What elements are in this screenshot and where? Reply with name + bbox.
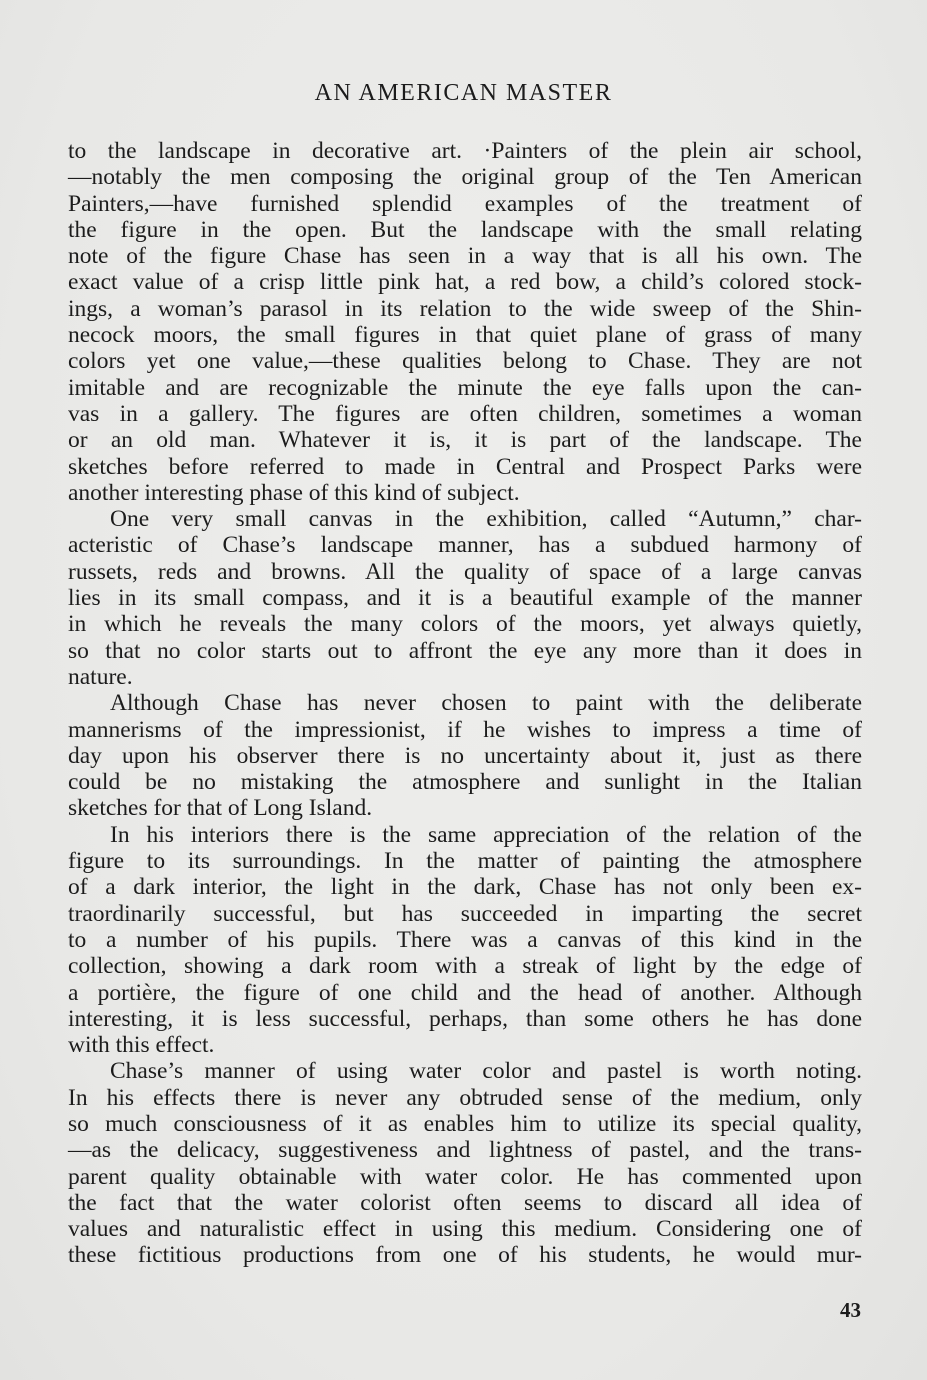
text-line: mannerisms of the impressionist, if he wishes to impress a time of (68, 716, 862, 743)
running-head: AN AMERICAN MASTER (314, 80, 613, 106)
text-line: the figure in the open. But the landscape with the small relating (68, 216, 862, 243)
text-line: sketches before referred to made in Central and Prospect Parks were (68, 453, 862, 480)
text-line: In his interiors there is the same appreciation of the relation of the (110, 821, 862, 848)
text-line: the fact that the water colorist often seems to discard all idea of (68, 1189, 862, 1216)
text-line: colors yet one value,—these qualities belong to Chase. They are not (68, 348, 862, 375)
text-line: with this effect. (68, 1032, 215, 1059)
text-line: parent quality obtainable with water color. He has commented upon (68, 1163, 862, 1190)
text-line: In his effects there is never any obtruded sense of the medium, only (68, 1084, 862, 1111)
text-line: these fictitious productions from one of his students, he would mur- (68, 1242, 862, 1269)
text-line: lies in its small compass, and it is a beautiful example of the manner (68, 585, 862, 612)
text-line: to a number of his pupils. There was a canvas of this kind in the (68, 926, 862, 953)
text-line: figure to its surroundings. In the matter of painting the atmosphere (68, 848, 862, 875)
text-line: day upon his observer there is no uncertainty about it, just as there (68, 742, 862, 769)
page-number: 43 (840, 1298, 861, 1322)
text-line: in which he reveals the many colors of the moors, yet always quietly, (68, 611, 862, 638)
body-text (68, 138, 862, 1269)
text-line: nature. (68, 663, 133, 690)
text-line: note of the figure Chase has seen in a way that is all his own. The (68, 243, 862, 270)
text-line: collection, showing a dark room with a streak of light by the edge of (68, 953, 862, 980)
text-line: to the landscape in decorative art. ·Painters of the plein air school, (68, 138, 862, 164)
text-line: Although Chase has never chosen to paint with the deliberate (110, 690, 862, 717)
text-line: vas in a gallery. The figures are often children, sometimes a woman (68, 400, 862, 427)
text-line: values and naturalistic effect in using this medium. Considering one of (68, 1216, 862, 1243)
text-line: a portière, the figure of one child and the head of another. Although (68, 979, 862, 1006)
text-line: necock moors, the small figures in that quiet plane of grass of many (68, 322, 862, 349)
text-line: One very small canvas in the exhibition, called “Autumn,” char- (110, 506, 862, 533)
text-line: —as the delicacy, suggestiveness and lightness of pastel, and the trans- (68, 1137, 862, 1164)
text-line: of a dark interior, the light in the dark, Chase has not only been ex- (68, 874, 862, 901)
text-line: another interesting phase of this kind of subject. (68, 479, 520, 506)
text-line: russets, reds and browns. All the quality of space of a large canvas (68, 558, 862, 585)
text-line: Chase’s manner of using water color and pastel is worth noting. (110, 1058, 862, 1085)
text-line: so that no color starts out to affront the eye any more than it does in (68, 637, 862, 664)
text-line: sketches for that of Long Island. (68, 795, 373, 822)
text-line: —notably the men composing the original group of the Ten American (68, 164, 862, 191)
text-line: ings, a woman’s parasol in its relation to the wide sweep of the Shin- (68, 295, 862, 322)
text-line: could be no mistaking the atmosphere and sunlight in the Italian (68, 769, 862, 796)
text-line: so much consciousness of it as enables him to utilize its special quality, (68, 1110, 862, 1137)
text-line: traordinarily successful, but has succeeded in imparting the secret (68, 900, 862, 927)
text-line: exact value of a crisp little pink hat, a red bow, a child’s colored stock- (68, 269, 862, 296)
text-line: interesting, it is less successful, perhaps, than some others he has done (68, 1005, 862, 1032)
text-line: Painters,—have furnished splendid examples of the treatment of (68, 190, 862, 217)
text-line: acteristic of Chase’s landscape manner, has a subdued harmony of (68, 532, 862, 559)
text-line: or an old man. Whatever it is, it is part of the landscape. The (68, 427, 862, 454)
text-line: imitable and are recognizable the minute the eye falls upon the can- (68, 374, 862, 401)
